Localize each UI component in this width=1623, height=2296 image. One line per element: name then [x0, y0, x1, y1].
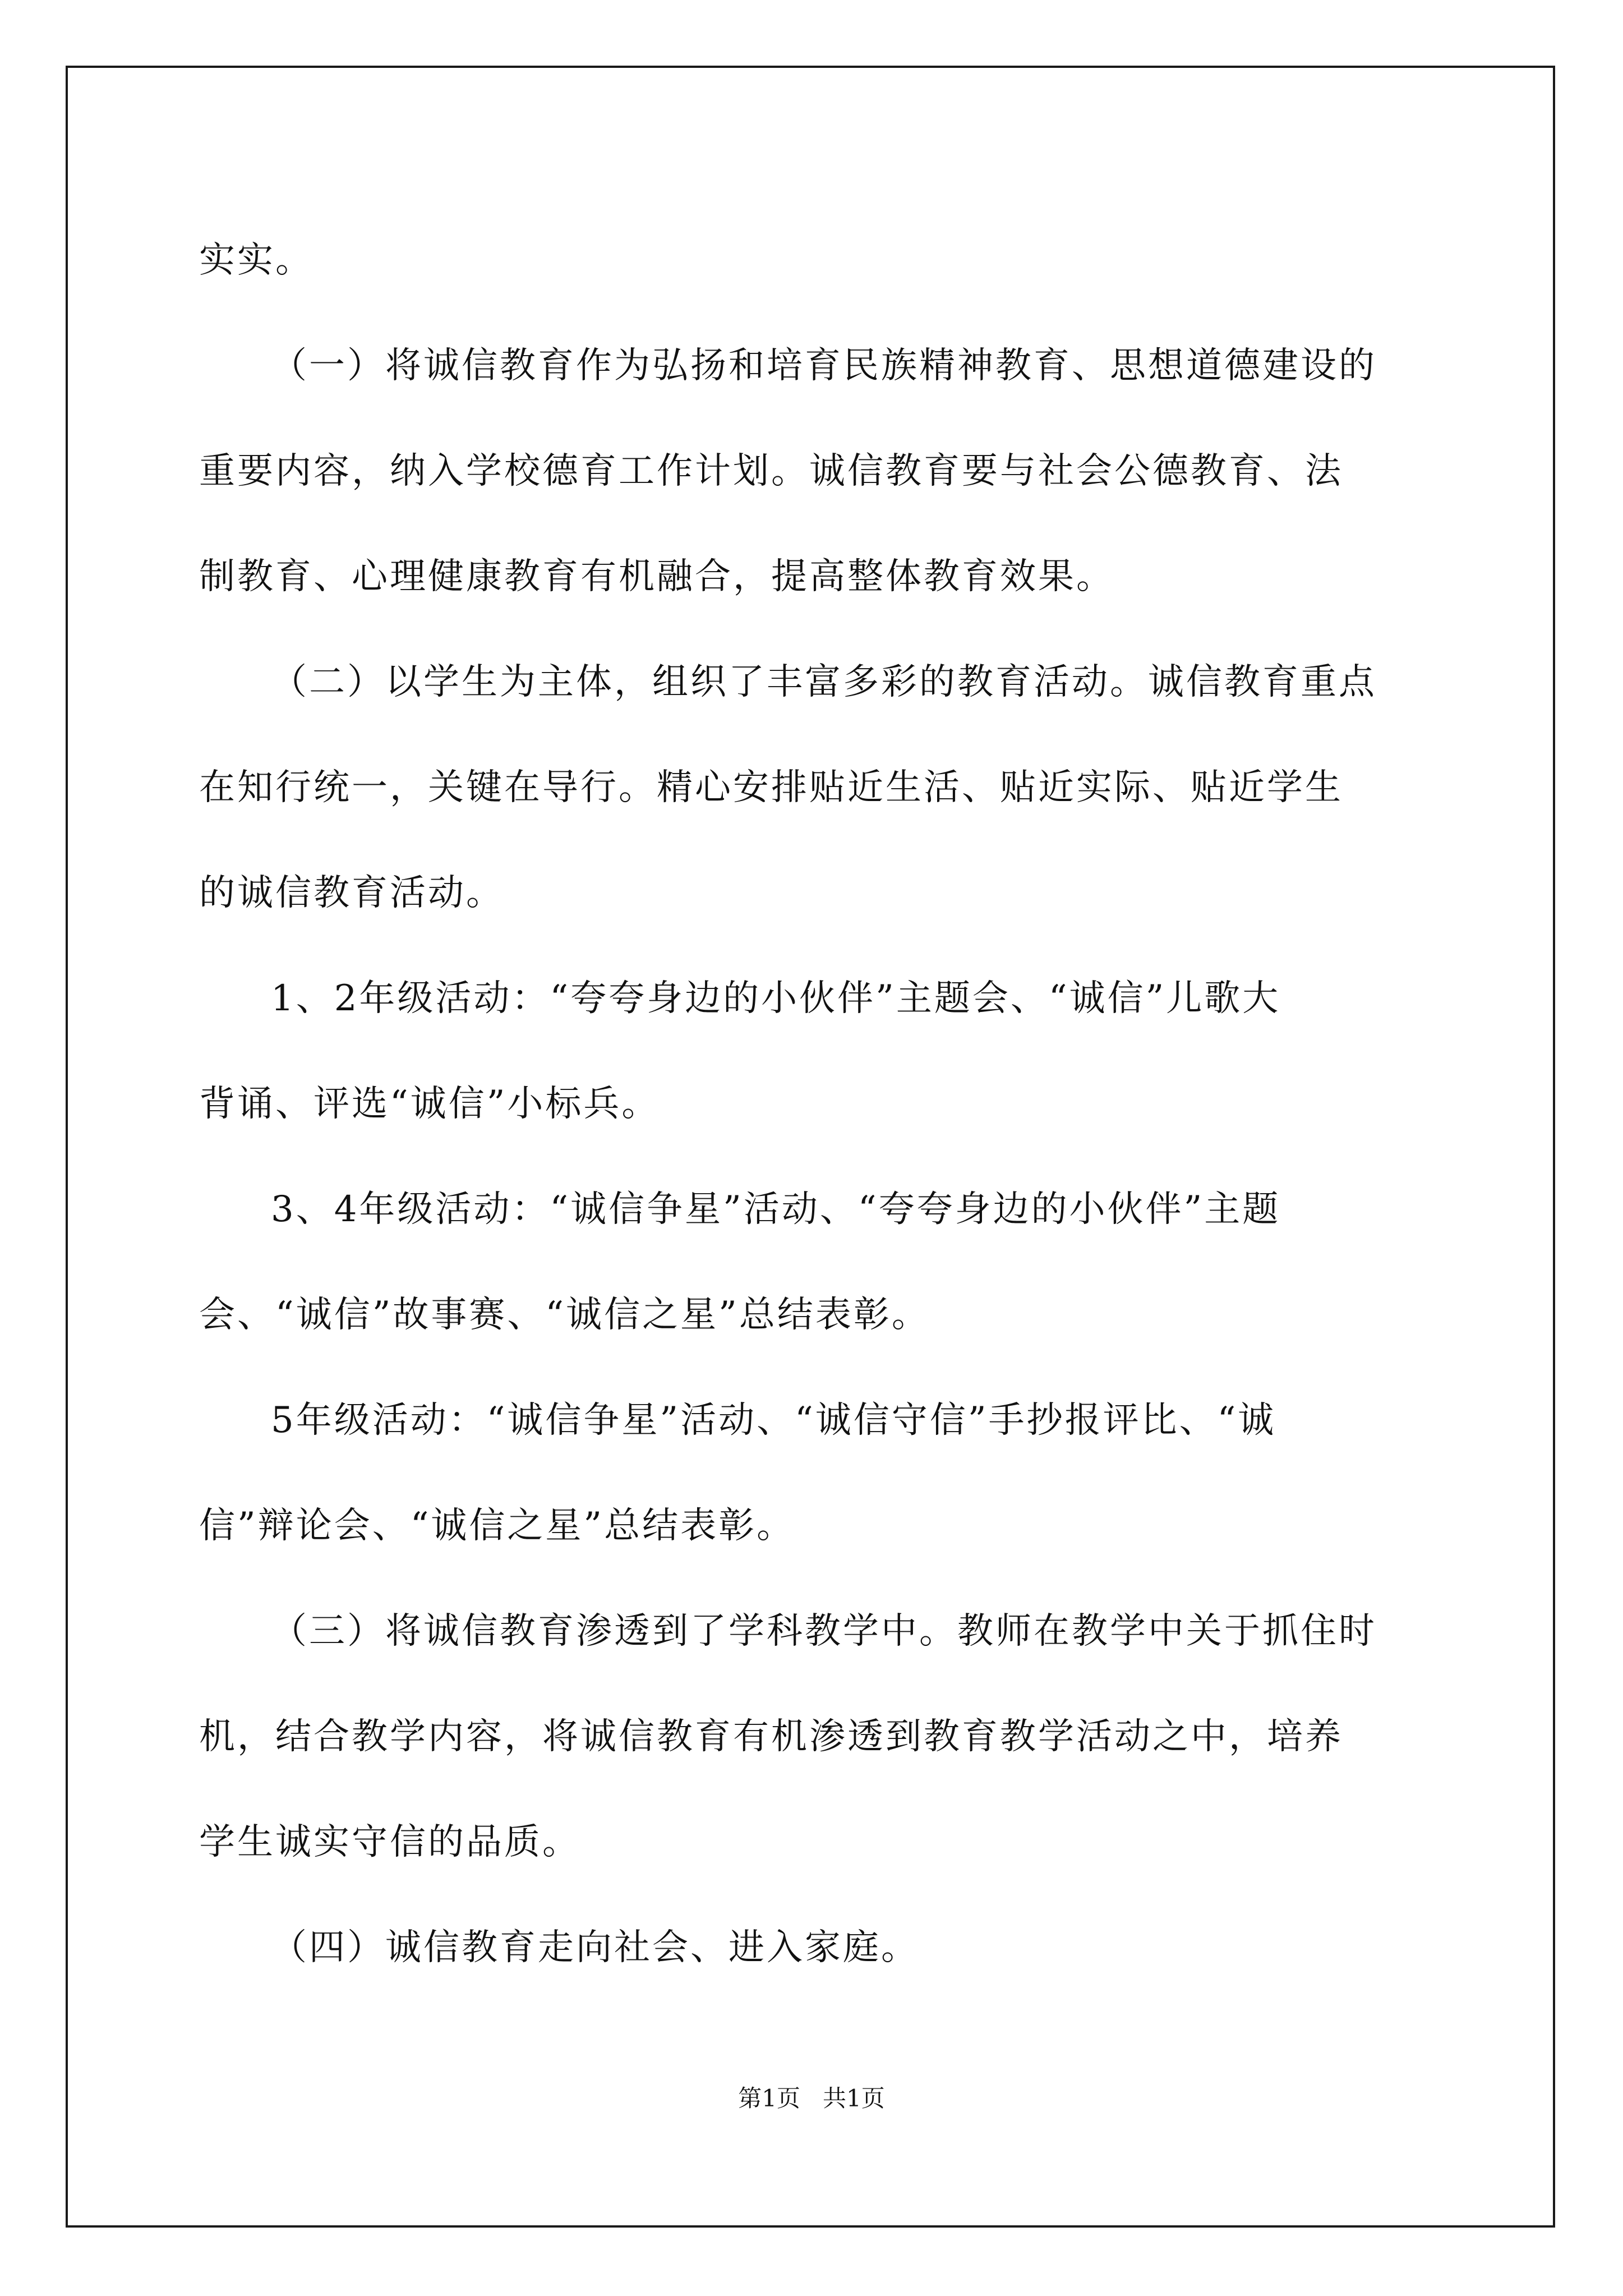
page-footer: [0, 2080, 1623, 2114]
text-line: 信”辩论会、“诚信之星”总结表彰。: [199, 1505, 795, 1547]
text-line: 会、“诚信”故事赛、“诚信之星”总结表彰。: [199, 1294, 930, 1336]
text-line: （三）将诚信教育渗透到了学科教学中。教师在教学中关于抓住时: [271, 1611, 1377, 1652]
text-line: 3、4年级活动：“诚信争星”活动、“夸夸身边的小伙伴”主题: [271, 1189, 1281, 1230]
text-line: 的诚信教育活动。: [199, 872, 504, 914]
document-body: [199, 208, 1422, 2000]
text-line: 重要内容，纳入学校德育工作计划。诚信教育要与社会公德教育、法: [199, 450, 1343, 492]
text-line: （四）诚信教育走向社会、进入家庭。: [271, 1927, 919, 1968]
page-total: 共1页: [823, 2085, 885, 2112]
text-line: 学生诚实守信的品质。: [199, 1821, 580, 1863]
text-line: 制教育、心理健康教育有机融合，提高整体教育效果。: [199, 556, 1114, 597]
text-line: 1、2年级活动：“夸夸身边的小伙伴”主题会、“诚信”儿歌大: [271, 978, 1281, 1019]
text-line: 背诵、评选“诚信”小标兵。: [199, 1083, 660, 1125]
text-line: 5年级活动：“诚信争星”活动、“诚信守信”手抄报评比、“诚: [271, 1400, 1276, 1441]
page-number: 第1页: [738, 2085, 800, 2112]
text-line: 机，结合教学内容，将诚信教育有机渗透到教育教学活动之中，培养: [199, 1716, 1343, 1757]
text-line: （一）将诚信教育作为弘扬和培育民族精神教育、思想道德建设的: [271, 345, 1377, 386]
text-line: 在知行统一，关键在导行。精心安排贴近生活、贴近实际、贴近学生: [199, 767, 1343, 808]
text-line: 实实。: [199, 240, 313, 281]
text-line: （二）以学生为主体，组织了丰富多彩的教育活动。诚信教育重点: [271, 661, 1377, 703]
